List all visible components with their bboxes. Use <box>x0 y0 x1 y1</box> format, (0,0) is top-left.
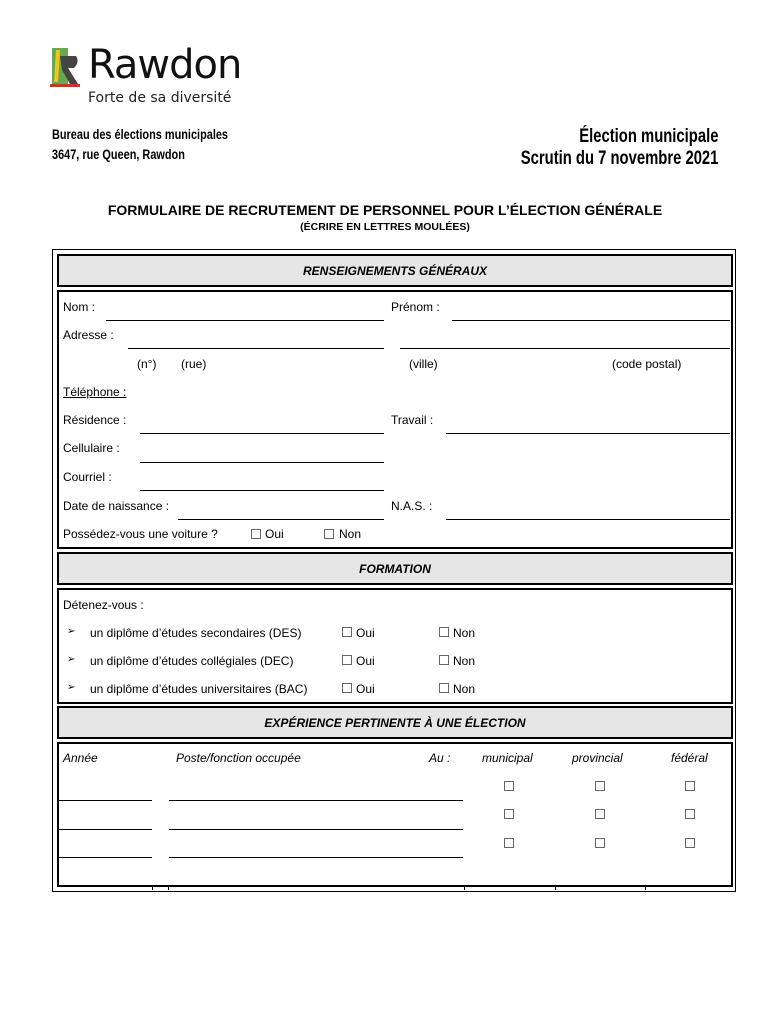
formation-item-dec: un diplôme d’études collégiales (DEC) <box>90 654 294 668</box>
federal-checkbox[interactable] <box>685 809 695 819</box>
rue-hint: (rue) <box>181 357 207 371</box>
bac-oui-label: Oui <box>356 682 375 696</box>
annee-field[interactable] <box>58 857 152 858</box>
ville-field[interactable] <box>400 348 730 349</box>
telephone-label: Téléphone : <box>63 385 127 399</box>
travail-label: Travail : <box>391 413 434 427</box>
residence-label: Résidence : <box>63 413 127 427</box>
section-general-heading: RENSEIGNEMENTS GÉNÉRAUX <box>57 254 733 287</box>
poste-field[interactable] <box>169 829 463 830</box>
cell-divider <box>168 886 169 890</box>
nom-field[interactable] <box>106 320 384 321</box>
poste-field[interactable] <box>169 800 463 801</box>
voiture-oui-checkbox[interactable] <box>251 529 261 539</box>
municipal-checkbox[interactable] <box>504 781 514 791</box>
form-subtitle: (ÉCRIRE EN LETTRES MOULÉES) <box>300 221 470 233</box>
bureau-title: Bureau des élections municipales <box>52 126 228 142</box>
voiture-non-label: Non <box>339 527 362 541</box>
bac-non-checkbox[interactable] <box>439 683 449 693</box>
provincial-checkbox[interactable] <box>595 838 605 848</box>
form-title: FORMULAIRE DE RECRUTEMENT DE PERSONNEL POUR L’ÉLECTION GÉNÉRALE <box>107 202 663 218</box>
cellulaire-field[interactable] <box>140 462 384 463</box>
annee-field[interactable] <box>58 800 152 801</box>
des-non-checkbox[interactable] <box>439 627 449 637</box>
col-federal: fédéral <box>671 751 708 765</box>
provincial-checkbox[interactable] <box>595 781 605 791</box>
annee-field[interactable] <box>58 829 152 830</box>
poste-field[interactable] <box>169 857 463 858</box>
cell-divider <box>464 886 465 890</box>
formation-question: Détenez-vous : <box>63 598 144 612</box>
election-title: Élection municipale <box>578 126 718 147</box>
rawdon-logo-icon <box>46 46 82 88</box>
dec-oui-checkbox[interactable] <box>342 655 352 665</box>
residence-field[interactable] <box>140 433 384 434</box>
ville-hint: (ville) <box>409 357 438 371</box>
voiture-non-checkbox[interactable] <box>324 529 334 539</box>
col-au: Au : <box>429 751 451 765</box>
col-poste: Poste/fonction occupée <box>176 751 301 765</box>
prenom-field[interactable] <box>452 320 730 321</box>
formation-item-bac: un diplôme d’études universitaires (BAC) <box>90 682 308 696</box>
voiture-label: Possédez-vous une voiture ? <box>63 527 218 541</box>
adresse-field[interactable] <box>128 348 384 349</box>
courriel-label: Courriel : <box>63 470 112 484</box>
nas-label: N.A.S. : <box>391 499 433 513</box>
section-experience-heading: EXPÉRIENCE PERTINENTE À UNE ÉLECTION <box>57 706 733 739</box>
cell-divider <box>645 886 646 890</box>
des-oui-label: Oui <box>356 626 375 640</box>
courriel-field[interactable] <box>140 490 384 491</box>
provincial-checkbox[interactable] <box>595 809 605 819</box>
federal-checkbox[interactable] <box>685 838 695 848</box>
bac-oui-checkbox[interactable] <box>342 683 352 693</box>
naissance-label: Date de naissance : <box>63 499 170 513</box>
bullet-icon: ➢ <box>67 626 76 637</box>
voiture-oui-label: Oui <box>265 527 284 541</box>
formation-item-des: un diplôme d’études secondaires (DES) <box>90 626 302 640</box>
bac-non-label: Non <box>453 682 476 696</box>
nom-label: Nom : <box>63 300 96 314</box>
naissance-field[interactable] <box>178 519 384 520</box>
bullet-icon: ➢ <box>67 682 76 693</box>
federal-checkbox[interactable] <box>685 781 695 791</box>
logo-tagline: Forte de sa diversité <box>88 90 232 106</box>
bureau-address: 3647, rue Queen, Rawdon <box>52 146 185 162</box>
prenom-label: Prénom : <box>391 300 440 314</box>
cell-divider <box>152 886 153 890</box>
no-hint: (n°) <box>137 357 157 371</box>
municipal-checkbox[interactable] <box>504 809 514 819</box>
des-oui-checkbox[interactable] <box>342 627 352 637</box>
election-date: Scrutin du 7 novembre 2021 <box>520 148 718 169</box>
section-experience <box>57 742 733 887</box>
col-provincial: provincial <box>572 751 623 765</box>
logo-wordmark: Rawdon <box>88 42 242 88</box>
nas-field[interactable] <box>446 519 730 520</box>
cell-divider <box>555 886 556 890</box>
adresse-label: Adresse : <box>63 328 114 342</box>
dec-non-label: Non <box>453 654 476 668</box>
section-formation-heading: FORMATION <box>57 552 733 585</box>
dec-non-checkbox[interactable] <box>439 655 449 665</box>
code-postal-hint: (code postal) <box>612 357 682 371</box>
cellulaire-label: Cellulaire : <box>63 441 120 455</box>
des-non-label: Non <box>453 626 476 640</box>
dec-oui-label: Oui <box>356 654 375 668</box>
travail-field[interactable] <box>446 433 730 434</box>
bullet-icon: ➢ <box>67 654 76 665</box>
municipal-checkbox[interactable] <box>504 838 514 848</box>
col-annee: Année <box>63 751 98 765</box>
col-municipal: municipal <box>482 751 533 765</box>
